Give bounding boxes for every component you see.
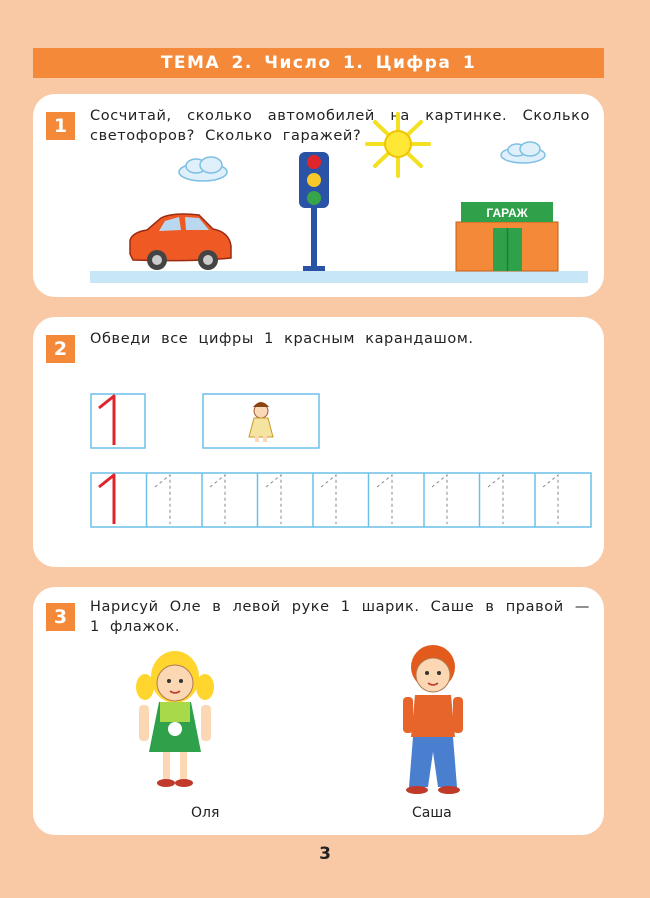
- task-1-card: [33, 94, 604, 297]
- boy-sasha-icon: [403, 645, 463, 794]
- girl-olya-icon: [136, 651, 214, 787]
- dotted-digit-one: [266, 475, 281, 524]
- girl-caption: Оля: [191, 805, 220, 821]
- dotted-digit-one: [488, 475, 503, 524]
- task-2-text: Обведи все цифры 1 красным карандашом.: [90, 331, 474, 347]
- boy-caption: Саша: [412, 805, 452, 821]
- task-1-illustration: [33, 94, 604, 297]
- garage-sign: ГАРАЖ: [486, 206, 528, 220]
- dotted-digit-one: [432, 475, 447, 524]
- trace-row: [91, 473, 591, 527]
- task-number-1: 1: [46, 112, 75, 140]
- dotted-digit-one: [377, 475, 392, 524]
- topic-banner: [33, 48, 604, 78]
- doll-icon: [249, 402, 273, 442]
- task-1-text: Сосчитай, сколько автомобилей на картинке. Сколько светофоров? Сколько гаражей?: [90, 108, 590, 144]
- task-number-3: 3: [46, 603, 75, 631]
- page-number: 3: [319, 844, 331, 864]
- cloud-icon: [501, 142, 545, 163]
- dotted-digit-one: [155, 475, 170, 524]
- dotted-digit-one: [321, 475, 336, 524]
- traffic-light-icon: [299, 152, 329, 271]
- road-strip: [90, 271, 588, 283]
- task-2-card: [33, 317, 604, 567]
- task-2-worksheet: [33, 317, 604, 567]
- solid-digit-one: [99, 475, 114, 524]
- task-number-2: 2: [46, 335, 75, 363]
- task-3-card: [33, 587, 604, 835]
- car-icon: [130, 214, 231, 270]
- task-3-illustration: [33, 587, 604, 835]
- dotted-digit-one: [210, 475, 225, 524]
- sun-icon: [367, 114, 429, 176]
- sample-digit-box: [91, 394, 145, 448]
- topic-title: ТЕМА 2. Число 1. Цифра 1: [160, 53, 477, 73]
- dotted-digit-one: [543, 475, 558, 524]
- garage-icon: [456, 202, 558, 271]
- cloud-icon: [179, 157, 227, 181]
- task-3-text: Нарисуй Оле в левой руке 1 шарик. Саше в правой — 1 флажок.: [90, 599, 590, 635]
- doll-picture-box: [203, 394, 319, 448]
